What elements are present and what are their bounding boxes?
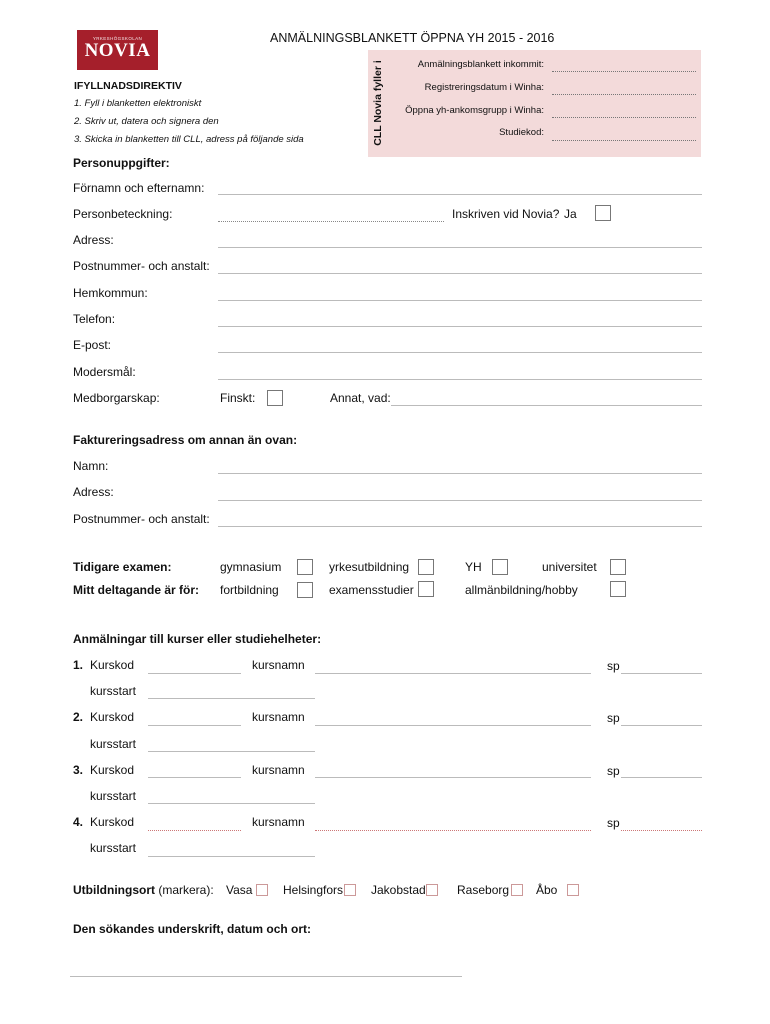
kursstart-label: kursstart — [90, 684, 137, 698]
municipality-label: Hemkommun: — [73, 286, 148, 300]
course-number: 4. — [73, 815, 84, 829]
cll-field-group[interactable] — [552, 117, 696, 118]
course-number: 2. — [73, 710, 84, 724]
kurskod-field[interactable] — [148, 673, 241, 674]
cll-label-registration: Registreringsdatum i Winha: — [424, 82, 544, 93]
email-label: E-post: — [73, 338, 112, 352]
billing-address-field[interactable] — [218, 500, 702, 501]
address-field[interactable] — [218, 247, 702, 248]
kurskod-label: Kurskod — [90, 658, 135, 672]
billing-heading: Faktureringsadress om annan än ovan: — [73, 433, 298, 447]
sp-field[interactable] — [621, 673, 702, 674]
allmanbildning-checkbox[interactable] — [610, 581, 626, 597]
universitet-checkbox[interactable] — [610, 559, 626, 575]
location-helsingfors-checkbox[interactable] — [344, 884, 356, 896]
option-universitet-label: universitet — [542, 560, 597, 574]
option-gymnasium-label: gymnasium — [220, 560, 282, 574]
directive-item: 3. Skicka in blanketten till CLL, adress på följande sida — [74, 134, 304, 145]
location-raseborg-checkbox[interactable] — [511, 884, 523, 896]
cll-label-group: Öppna yh-ankomsgrupp i Winha: — [405, 105, 544, 116]
enrolled-yes-label: Ja — [564, 207, 577, 221]
sp-label: sp — [607, 711, 620, 725]
location-vasa-checkbox[interactable] — [256, 884, 268, 896]
sp-field[interactable] — [621, 830, 702, 831]
option-yh-label: YH — [465, 560, 482, 574]
directive-item: 2. Skriv ut, datera och signera den — [74, 116, 219, 127]
form-title: ANMÄLNINGSBLANKETT ÖPPNA YH 2015 - 2016 — [270, 31, 555, 45]
location-jakobstad-label: Jakobstad — [371, 883, 426, 897]
billing-postal-label: Postnummer- och anstalt: — [73, 512, 210, 526]
kurskod-label: Kurskod — [90, 710, 135, 724]
course-number: 1. — [73, 658, 84, 672]
kursnamn-label: kursnamn — [252, 658, 305, 672]
finnish-label: Finskt: — [220, 391, 256, 405]
billing-address-label: Adress: — [73, 485, 114, 499]
location-vasa-label: Vasa — [226, 883, 253, 897]
directives-heading: IFYLLNADSDIREKTIV — [74, 80, 182, 92]
kursstart-label: kursstart — [90, 841, 137, 855]
billing-postal-field[interactable] — [218, 526, 702, 527]
signature-field[interactable] — [70, 976, 462, 977]
kurskod-field[interactable] — [148, 830, 241, 831]
phone-label: Telefon: — [73, 312, 116, 326]
option-yrkesutbildning-label: yrkesutbildning — [329, 560, 410, 574]
phone-field[interactable] — [218, 326, 702, 327]
id-field[interactable] — [218, 221, 444, 222]
novia-logo — [77, 30, 158, 70]
location-abo-label: Åbo — [536, 883, 558, 897]
municipality-field[interactable] — [218, 300, 702, 301]
kursstart-label: kursstart — [90, 789, 137, 803]
kursstart-field[interactable] — [148, 751, 315, 752]
yh-checkbox[interactable] — [492, 559, 508, 575]
cll-label-studycode: Studiekod: — [499, 127, 544, 138]
cll-vertical-label: CLL Novia fyller i — [372, 60, 384, 146]
option-examensstudier-label: examensstudier — [329, 583, 414, 597]
sp-label: sp — [607, 764, 620, 778]
signature-label: Den sökandes underskrift, datum och ort: — [73, 922, 312, 936]
name-label: Förnamn och efternamn: — [73, 181, 205, 195]
sp-label: sp — [607, 816, 620, 830]
citizenship-label: Medborgarskap: — [73, 391, 160, 405]
enrolled-yes-checkbox[interactable] — [595, 205, 611, 221]
location-helsingfors-label: Helsingfors — [283, 883, 344, 897]
logo-text: NOVIA — [84, 40, 151, 61]
cll-field-registration[interactable] — [552, 94, 696, 95]
id-label: Personbeteckning: — [73, 207, 173, 221]
location-label — [73, 883, 214, 897]
cll-field-studycode[interactable] — [552, 140, 696, 141]
mother-tongue-label: Modersmål: — [73, 365, 136, 379]
sp-label: sp — [607, 659, 620, 673]
option-allmanbildning-label: allmänbildning/hobby — [465, 583, 578, 597]
kurskod-field[interactable] — [148, 777, 241, 778]
location-abo-checkbox[interactable] — [567, 884, 579, 896]
postal-field[interactable] — [218, 273, 702, 274]
yrkesutbildning-checkbox[interactable] — [418, 559, 434, 575]
directive-item: 1. Fyll i blanketten elektroniskt — [74, 98, 202, 109]
kurskod-field[interactable] — [148, 725, 241, 726]
enrolled-label: Inskriven vid Novia? — [452, 207, 560, 221]
postal-label: Postnummer- och anstalt: — [73, 259, 210, 273]
location-jakobstad-checkbox[interactable] — [426, 884, 438, 896]
fortbildning-checkbox[interactable] — [297, 582, 313, 598]
billing-name-label: Namn: — [73, 459, 109, 473]
kursnamn-field[interactable] — [315, 777, 591, 778]
courses-heading: Anmälningar till kurser eller studiehelheter: — [73, 632, 322, 646]
email-field[interactable] — [218, 352, 702, 353]
kursnamn-label: kursnamn — [252, 710, 305, 724]
kursnamn-label: kursnamn — [252, 763, 305, 777]
option-fortbildning-label: fortbildning — [220, 583, 279, 597]
address-label: Adress: — [73, 233, 114, 247]
location-label-main: Utbildningsort — [73, 883, 155, 897]
logo-subtitle: YRKESHÖGSKOLAN — [92, 36, 143, 41]
kursstart-label: kursstart — [90, 737, 137, 751]
other-citizenship-label: Annat, vad: — [330, 391, 391, 405]
mother-tongue-field[interactable] — [218, 379, 702, 380]
previous-exam-label: Tidigare examen: — [73, 560, 172, 574]
kursstart-field[interactable] — [148, 698, 315, 699]
course-number: 3. — [73, 763, 84, 777]
sp-field[interactable] — [621, 777, 702, 778]
cll-field-received[interactable] — [552, 71, 696, 72]
location-raseborg-label: Raseborg — [457, 883, 510, 897]
other-citizenship-field[interactable] — [391, 405, 702, 406]
personal-heading: Personuppgifter: — [73, 156, 170, 170]
sp-field[interactable] — [621, 725, 702, 726]
cll-label-received: Anmälningsblankett inkommit: — [417, 59, 544, 70]
kursnamn-label: kursnamn — [252, 815, 305, 829]
kursnamn-field[interactable] — [315, 725, 591, 726]
finnish-checkbox[interactable] — [267, 390, 283, 406]
examensstudier-checkbox[interactable] — [418, 581, 434, 597]
location-hint: (markera): — [158, 883, 214, 897]
participation-label: Mitt deltagande är för: — [73, 583, 200, 597]
kursstart-field[interactable] — [148, 803, 315, 804]
gymnasium-checkbox[interactable] — [297, 559, 313, 575]
kursnamn-field[interactable] — [315, 673, 591, 674]
kurskod-label: Kurskod — [90, 763, 135, 777]
kurskod-label: Kurskod — [90, 815, 135, 829]
name-field[interactable] — [218, 194, 702, 195]
billing-name-field[interactable] — [218, 473, 702, 474]
kursnamn-field[interactable] — [315, 830, 591, 831]
kursstart-field[interactable] — [148, 856, 315, 857]
